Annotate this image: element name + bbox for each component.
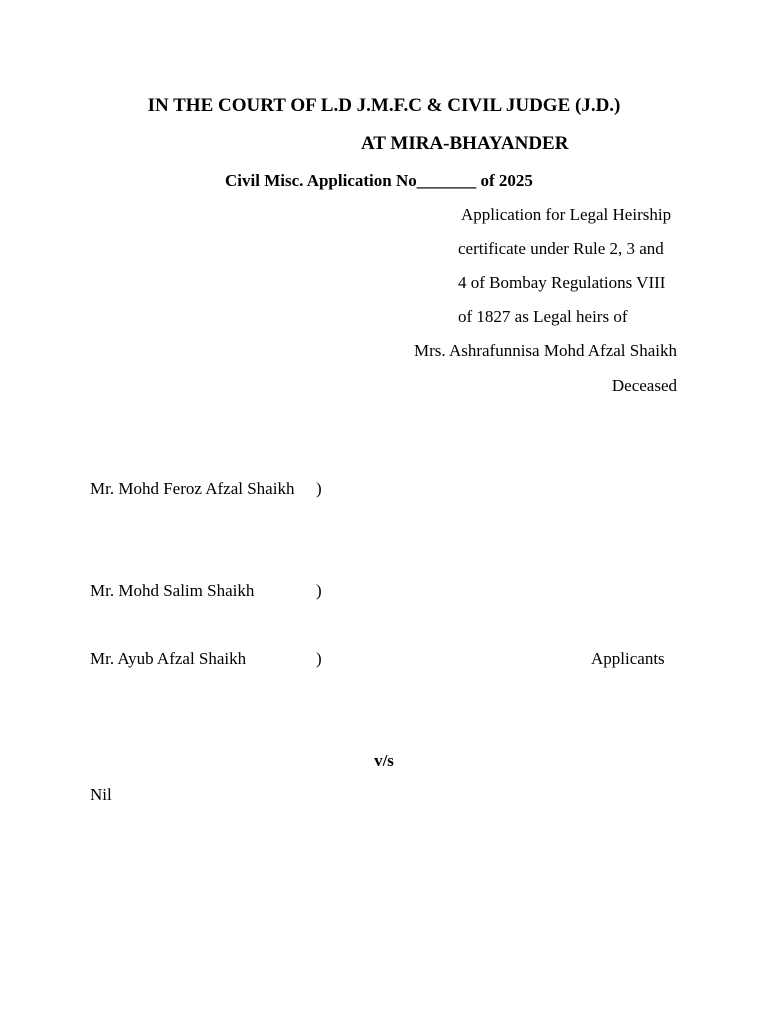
applicant-name: Mr. Ayub Afzal Shaikh [90, 649, 247, 668]
respondent-name: Nil [90, 785, 112, 804]
versus-label: v/s [374, 751, 394, 770]
case-number: Civil Misc. Application No_______ of 2025 [225, 171, 533, 190]
applicant-bracket: ) [316, 581, 322, 600]
subject-line: of 1827 as Legal heirs of [458, 307, 628, 326]
applicant-name: Mr. Mohd Feroz Afzal Shaikh [90, 479, 295, 498]
court-title: IN THE COURT OF L.D J.M.F.C & CIVIL JUDGE (J.D.) [147, 95, 621, 116]
applicants-label: Applicants [591, 649, 665, 668]
deceased-name: Mrs. Ashrafunnisa Mohd Afzal Shaikh [413, 341, 677, 360]
subject-line: 4 of Bombay Regulations VIII [458, 273, 666, 292]
deceased-label: Deceased [611, 376, 677, 395]
applicant-name: Mr. Mohd Salim Shaikh [90, 581, 255, 600]
court-location: AT MIRA-BHAYANDER [361, 133, 569, 154]
subject-line: certificate under Rule 2, 3 and [458, 239, 664, 258]
subject-line: Application for Legal Heirship [461, 205, 672, 224]
applicant-bracket: ) [316, 479, 322, 498]
applicant-bracket: ) [316, 649, 322, 668]
